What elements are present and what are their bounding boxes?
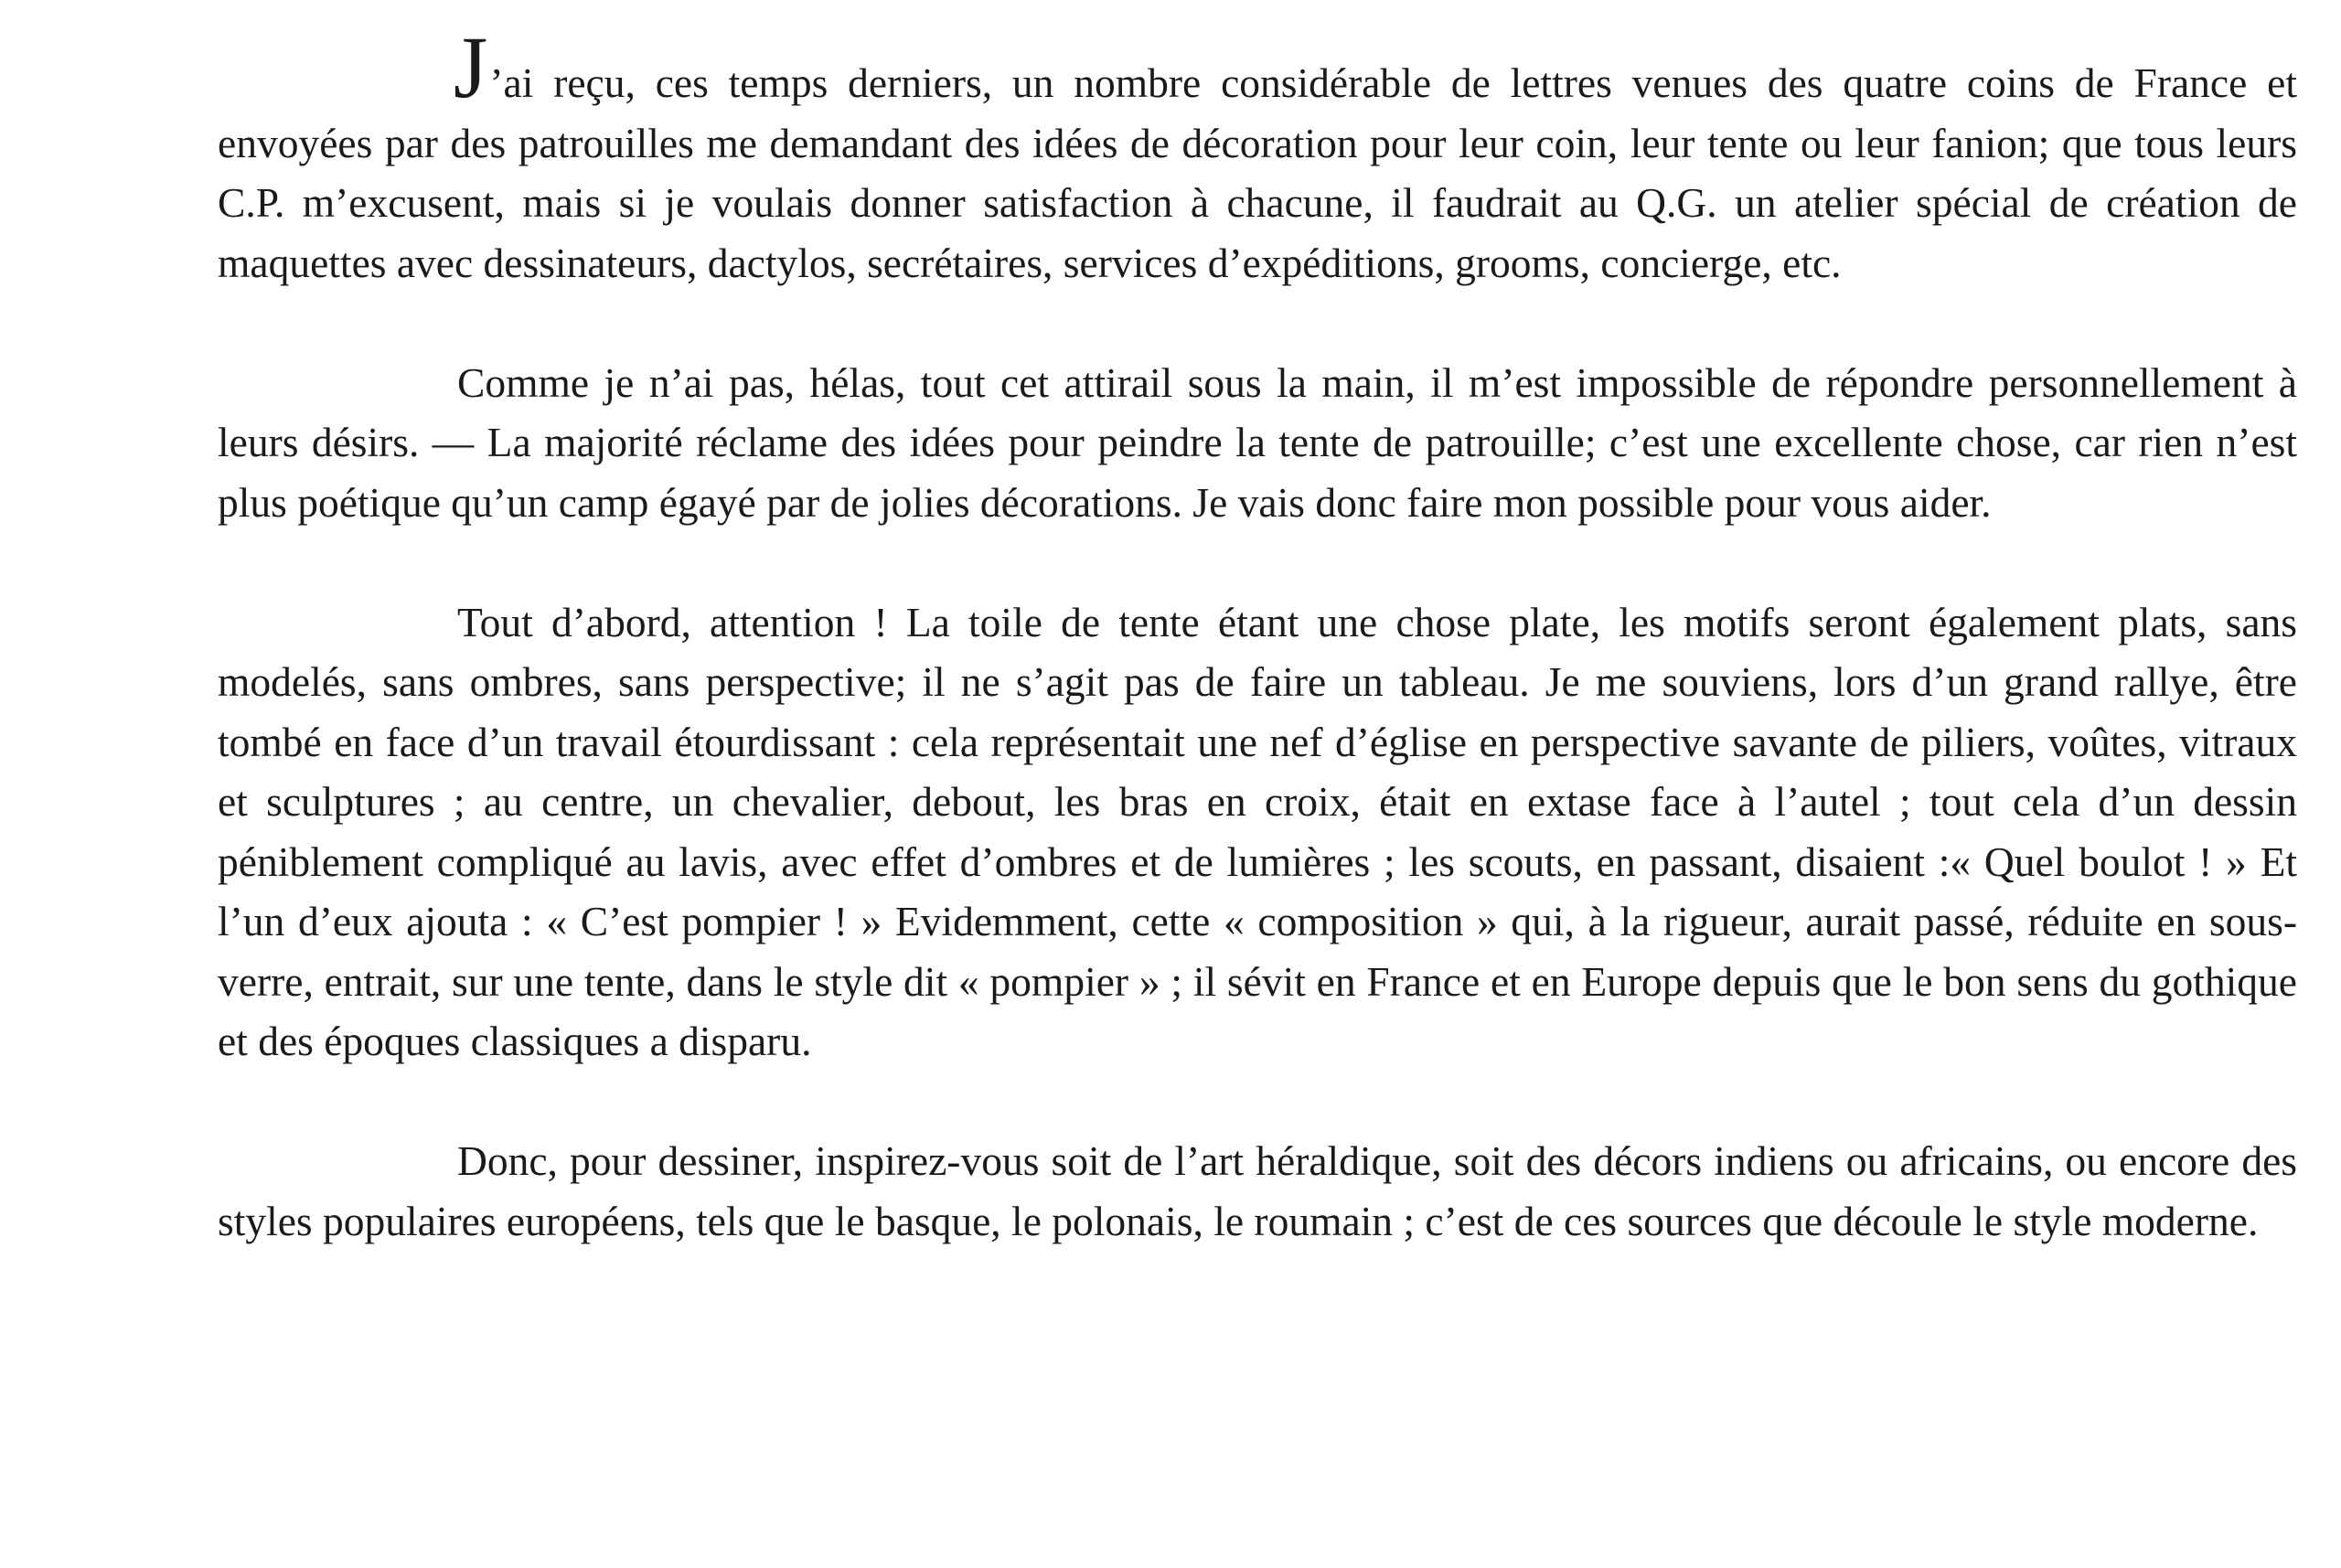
document-body — [218, 18, 2297, 1311]
paragraph-2: Comme je n’ai pas, hélas, tout cet attirail sous la main, il m’est impossible de répondre personnellement à leurs désirs. — La majorité réclame des idées pour peindre la tente de patrouille; c’est une excellente chose, car rien n’est plus poétique qu’un camp égayé par de jolies décorations. Je vais donc faire mon possible pour vous aider. — [218, 358, 2297, 526]
paragraph-4: Donc, pour dessiner, inspirez-vous soit de l’art héraldique, soit des décors indiens ou africains, ou encore des styles populaires européens, tels que le basque, le polonais, le roumain ; c’est de ces sources que découle le style moderne. — [218, 1137, 2297, 1244]
paragraph-3: Tout d’abord, attention ! La toile de tente étant une chose plate, les motifs seront également plats, sans modelés, sans ombres, sans perspective; il ne s’agit pas de faire un tableau. Je me souviens, lors d’un grand rallye, être tombé en face d’un travail étourdissant : cela représentait une nef d’église en perspective savante de piliers, voûtes, vitraux et sculptures ; au centre, un chevalier, debout, les bras en croix, était en extase face à l’autel ; tout cela d’un dessin péniblement compliqué au lavis, avec effet d’ombres et de lumières ; les scouts, en passant, disaient :« Quel boulot ! » Et l’un d’eux ajouta : « C’est pompier ! » Evidemment, cette « composition » qui, à la rigueur, aurait passé, réduite en sous-verre, entrait, sur une tente, dans le style dit « pompier » ; il sévit en France et en Europe depuis que le bon sens du gothique et des époques classiques a disparu. — [218, 598, 2297, 1064]
paragraph-1 — [218, 18, 2297, 293]
drop-cap-initial: J — [454, 18, 488, 116]
paragraph-1-text: ’ai reçu, ces temps derniers, un nombre considérable de lettres venues des quatre coins de France et envoyées par des patrouilles me demandant des idées de décoration pour leur coin, leur tente ou leur fanion; que tous leurs C.P. m’excusent, mais si je voulais donner satisfaction à chacune, il faudrait au Q.G. un atelier spécial de création de maquettes avec dessinateurs, dactylos, secrétaires, services d’expéditions, grooms, concierge, etc. — [218, 59, 2297, 286]
